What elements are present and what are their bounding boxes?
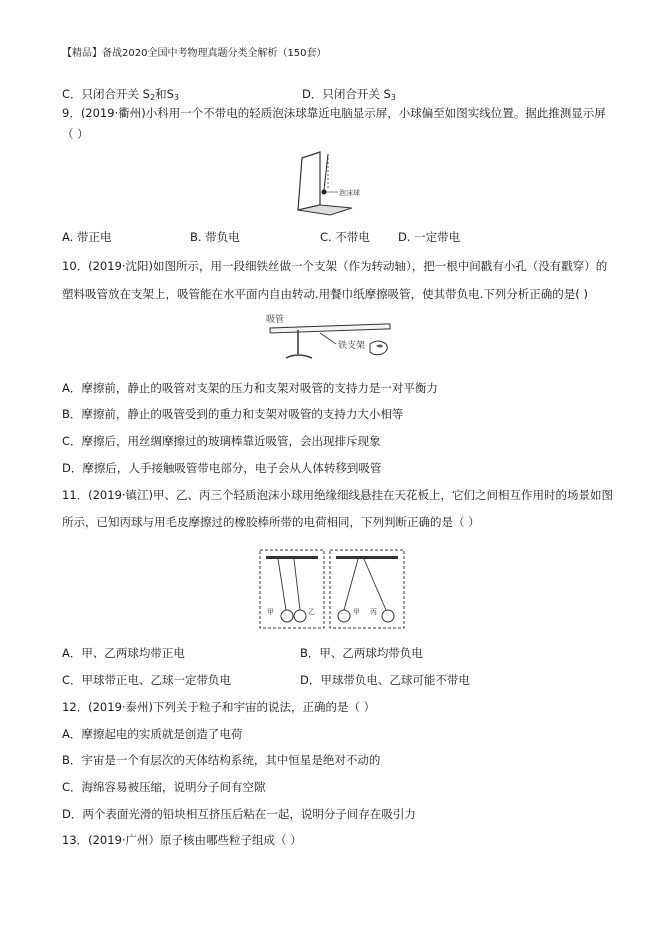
q9-option-d: D. 一定带电 — [398, 230, 461, 244]
q11-stem-line1: 11．(2019·镇江)甲、乙、丙三个轻质泡沫小球用绝缘细线悬挂在天花板上，它们之间相互作用时的场景如图 — [62, 488, 614, 502]
ball-jia-right — [338, 610, 350, 622]
q11-option-d: D．甲球带负电、乙球可能不带电 — [300, 673, 470, 687]
subscript: 3 — [173, 93, 179, 102]
q9-stem-line2: （ ） — [62, 127, 89, 141]
q12-stem-line1: 12．(2019·泰州)下列关于粒子和宇宙的说法，正确的是（ ） — [62, 700, 376, 714]
straw — [270, 324, 390, 333]
q12-option-d: D．两个表面光滑的铅块相互挤压后粘在一起，说明分子间存在吸引力 — [62, 807, 416, 821]
option-d-text: D．只闭合开关 S — [302, 87, 391, 101]
q10-option-a: A．摩擦前，静止的吸管对支架的压力和支架对吸管的支持力是一对平衡力 — [62, 381, 438, 395]
q9-option-a: A. 带正电 — [62, 230, 112, 244]
ball-yi-left — [294, 610, 306, 622]
straw-label: 吸管 — [266, 315, 285, 325]
q13-stem-line1: 13．(2019·广州）原子核由哪些粒子组成（ ） — [62, 833, 302, 847]
thread-right-2 — [364, 559, 386, 610]
q9-figure — [290, 150, 380, 220]
q10-option-d: D．摩擦后，人手接触吸管带电部分，电子会从人体转移到吸管 — [62, 461, 382, 475]
q11-stem-line2: 所示，已知丙球与用毛皮摩擦过的橡胶棒所带的电荷相同，下列判断正确的是（ ） — [62, 515, 480, 529]
q10-option-b: B．摩擦前，静止的吸管受到的重力和支架对吸管的支持力大小相等 — [62, 407, 404, 421]
thread-right-1 — [344, 559, 358, 610]
q9-option-b: B. 带负电 — [190, 230, 240, 244]
q9-stem-line1: 9．(2019·衢州)小科用一个不带电的轻质泡沫球靠近电脑显示屏，小球偏至如图实线位置。据此推测显示屏 — [62, 106, 606, 120]
stand-base — [286, 355, 312, 358]
q10-stem-line1: 10．(2019·沈阳)如图所示，用一段细铁丝做一个支架（作为转动轴），把一根中间戳有小孔（没有戳穿）的 — [62, 259, 608, 273]
ball-bing-right — [382, 610, 394, 622]
ceiling-right — [336, 556, 398, 559]
foam-ball — [322, 190, 327, 195]
label-jia-right: 甲 — [353, 608, 360, 616]
q12-option-a: A．摩擦起电的实质就是创造了电荷 — [62, 727, 243, 741]
thread-left-2 — [294, 559, 300, 610]
thread-solid — [324, 154, 328, 190]
q12-option-b: B．宇宙是一个有层次的天体结构系统，其中恒星是绝对不动的 — [62, 753, 381, 767]
napkin — [376, 345, 383, 348]
ball-jia-left — [281, 610, 293, 622]
thread-left-1 — [278, 559, 286, 610]
q10-option-c: C．摩擦后，用丝绸摩擦过的玻璃棒靠近吸管，会出现排斥现象 — [62, 434, 381, 448]
q10-figure — [258, 308, 403, 370]
label-jia-left: 甲 — [267, 608, 274, 616]
q10-stem-line2: 塑料吸管放在支架上，吸管能在水平面内自由转动.用餐巾纸摩擦吸管，使其带负电.下列分析正确的是( ) — [62, 287, 588, 301]
stand-label: 铁支架 — [338, 341, 366, 351]
q11-option-b: B．甲、乙两球均带负电 — [300, 646, 423, 660]
stand-leader — [320, 333, 336, 344]
q11-figure — [258, 546, 408, 632]
subscript: 2 — [149, 93, 156, 102]
option-c-prev — [62, 86, 179, 106]
hand — [370, 341, 387, 355]
q11-option-a: A．甲、乙两球均带正电 — [62, 646, 185, 660]
ceiling-left — [266, 556, 318, 559]
laptop-base — [298, 205, 352, 215]
label-yi-left: 乙 — [308, 608, 315, 616]
option-c-text: C．只闭合开关 S — [62, 87, 150, 101]
subscript: 3 — [390, 93, 396, 102]
q9-option-c: C. 不带电 — [320, 230, 370, 244]
q11-option-c: C．甲球带正电、乙球一定带负电 — [62, 673, 232, 687]
monitor-screen — [298, 152, 320, 210]
page-header: 【精品】备战2020全国中考物理真题分类全解析（150套） — [62, 48, 327, 59]
option-c-mid: 和S — [155, 87, 174, 101]
option-d-prev — [302, 86, 396, 106]
label-bing-right: 丙 — [370, 608, 377, 616]
foam-ball-label: 泡沫球 — [339, 189, 360, 197]
q12-option-c: C．海绵容易被压缩，说明分子间有空隙 — [62, 780, 266, 794]
